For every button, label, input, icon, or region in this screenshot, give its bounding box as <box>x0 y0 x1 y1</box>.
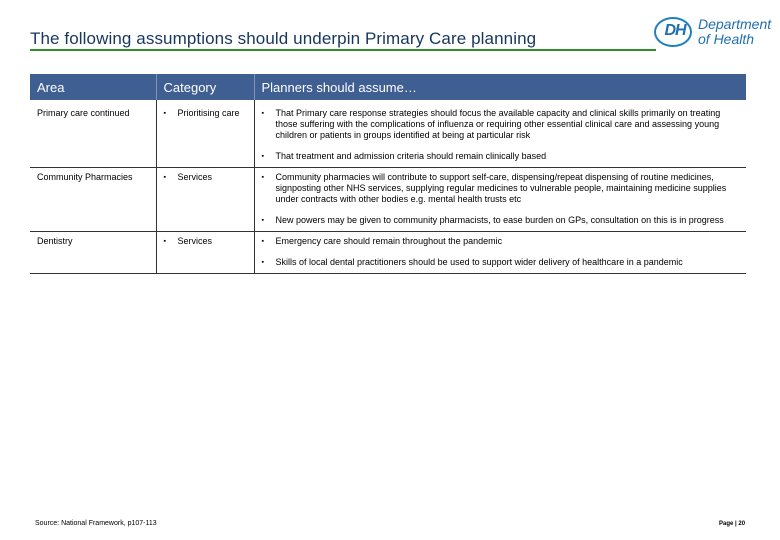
area-cell: Dentistry <box>30 232 156 274</box>
square-bullet-icon: ▪ <box>261 238 264 245</box>
square-bullet-icon: ▪ <box>261 174 264 181</box>
assumption-text: Emergency care should remain throughout the pandemic <box>275 236 503 246</box>
logo-line1: Department <box>698 16 772 32</box>
assumption-text: Community pharmacies will contribute to support self-care, dispensing/repeat dispensing of routine medicines, signposting other NHS services, supplying regular medicines to vulnerable people, maintaining medicine supplies under contracts with other bodies e.g. mental health trusts etc <box>275 172 727 204</box>
column-header-assumptions: Planners should assume… <box>254 74 746 100</box>
logo-name <box>698 17 778 47</box>
assumptions-table <box>30 74 746 274</box>
assumption-text: New powers may be given to community pharmacists, to ease burden on GPs, consultation on this is in progress <box>275 215 724 225</box>
logo-abbr: DH <box>664 22 686 39</box>
list-item <box>262 257 740 268</box>
column-header-category: Category <box>156 74 254 100</box>
assumption-text: That treatment and admission criteria should remain clinically based <box>275 151 547 161</box>
source-note: Source: National Framework, p107-113 <box>35 520 157 527</box>
category-text: Services <box>177 236 213 246</box>
square-bullet-icon: ▪ <box>163 174 166 181</box>
column-header-area: Area <box>30 74 156 100</box>
category-text: Services <box>177 172 213 182</box>
list-item <box>262 151 740 162</box>
area-cell: Community Pharmacies <box>30 168 156 232</box>
category-text: Prioritising care <box>177 108 240 118</box>
assumption-text: Skills of local dental practitioners should be used to support wider delivery of healthcare in a pandemic <box>275 257 683 267</box>
list-item <box>262 236 740 247</box>
assumptions-cell <box>254 232 746 274</box>
category-cell <box>156 232 254 274</box>
page-title: The following assumptions should underpin Primary Care planning <box>30 29 537 48</box>
page-number: Page | 20 <box>719 521 746 527</box>
table-row <box>30 168 746 232</box>
logo-line2: of Health <box>698 31 755 47</box>
dh-logo <box>654 14 776 54</box>
title-underline <box>30 49 656 51</box>
square-bullet-icon: ▪ <box>163 238 166 245</box>
assumptions-cell <box>254 168 746 232</box>
list-item <box>262 108 740 141</box>
area-cell: Primary care continued <box>30 100 156 168</box>
assumptions-cell <box>254 100 746 168</box>
square-bullet-icon: ▪ <box>261 110 264 117</box>
category-cell <box>156 100 254 168</box>
list-item <box>262 215 740 226</box>
list-item <box>262 172 740 205</box>
square-bullet-icon: ▪ <box>163 110 166 117</box>
category-cell <box>156 168 254 232</box>
square-bullet-icon: ▪ <box>261 259 264 266</box>
square-bullet-icon: ▪ <box>261 217 264 224</box>
table-header-row <box>30 74 746 100</box>
square-bullet-icon: ▪ <box>261 153 264 160</box>
table-row <box>30 232 746 274</box>
assumption-text: That Primary care response strategies should focus the available capacity and clinical skills primarily on treating those suffering with the complications of influenza or requiring other essential clinical care and assessing young children or patients in groups identified at being at particular risk <box>275 108 721 140</box>
table-row <box>30 100 746 168</box>
